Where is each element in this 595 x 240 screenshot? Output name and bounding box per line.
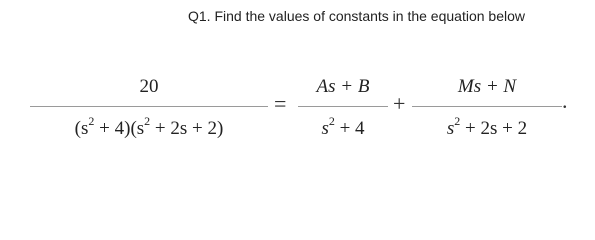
left-den-exp-3: 2 [144,113,151,128]
right-den-exp-1: 2 [454,113,461,128]
right-den-part-2: + 2s + 2 [460,118,528,139]
left-den-part-4: + 2s + 2) [150,118,224,139]
middle-den-part-0: s [321,118,329,139]
plus-sign: + [393,91,406,116]
left-fraction-bar [30,106,268,107]
right-numerator: Ms + N [457,76,517,97]
middle-den-exp-1: 2 [328,113,335,128]
middle-fraction-bar [298,106,388,107]
right-fraction-bar [412,106,562,107]
period: . [562,88,568,113]
right-denominator [412,113,562,140]
left-den-exp-1: 2 [88,113,95,128]
left-den-part-0: (s [74,118,89,139]
equals-sign: = [274,91,287,116]
middle-den-part-2: + 4 [334,118,365,139]
middle-numerator: As + B [316,76,370,97]
right-den-part-0: s [446,118,455,139]
left-den-part-2: + 4)(s [94,118,145,139]
left-denominator [30,113,268,140]
left-numerator: 20 [139,76,159,97]
question-text: Q1. Find the values of constants in the equation below [188,8,525,24]
middle-denominator [298,113,388,140]
